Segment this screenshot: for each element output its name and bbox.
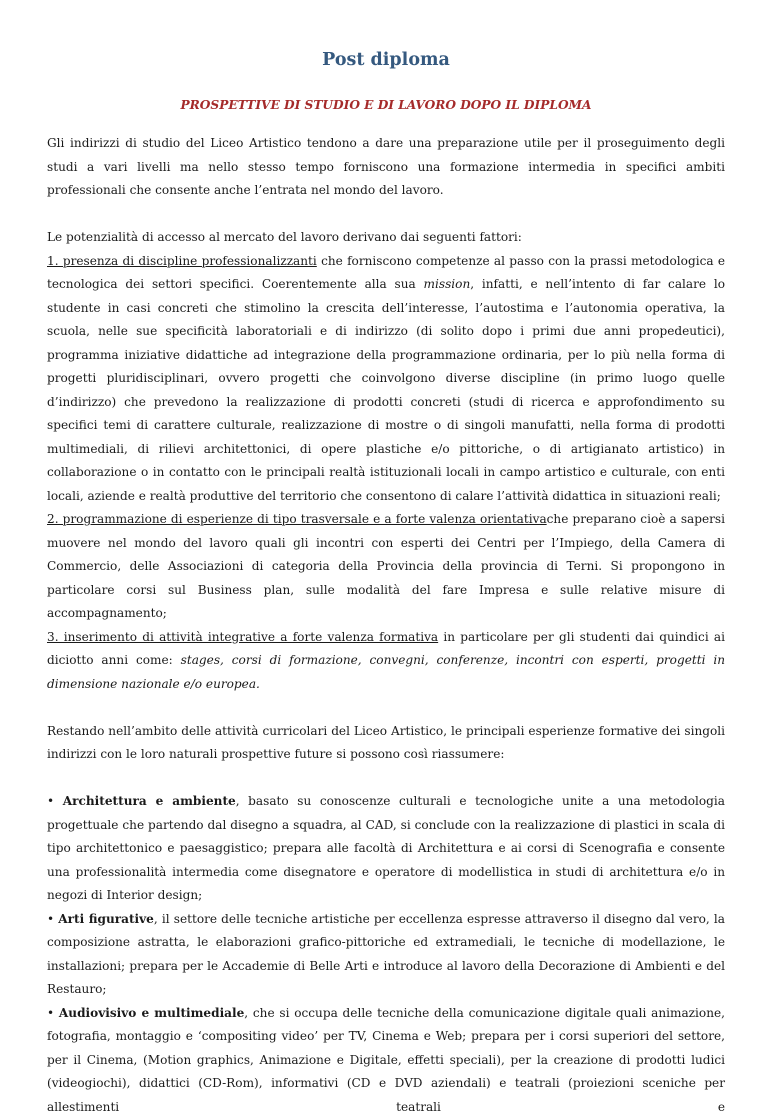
- factor-3: [47, 626, 725, 697]
- factor-1-text-b: , infatti, e nell’intento di far calare lo studente in casi concreti che stimolino la crescita dell’interesse, l’autostima e l’autonomia operativa, la scuola, nelle sue specificità laboratoriali e di indirizzo (di solito dopo i primi due anni propedeutici), programma iniziative didattiche ad integrazione della programmazione ordinaria, per lo più nella forma di progetti pluridisciplinari, ovvero progetti che coinvolgono diverse discipline (in primo luogo quelle d’indirizzo) che prevedono la realizzazione di prodotti concreti (studi di ricerca e approfondimento su specifici temi di carattere culturale, realizzazione di mostre o di singoli manufatti, nella forma di prodotti multimediali, di rilievi architettonici, di opere plastiche e/o pittoriche, o di artigianato artistico) in collaborazione o in contatto con le principali realtà istituzionali locali in campo artistico e culturale, con enti locali, aziende e realtà produttive del territorio che consentono di calare l’attività didattica in situazioni reali;: [47, 277, 725, 503]
- track-text: , il settore delle tecniche artistiche per eccellenza espresse attraverso il disegno dal vero, la composizione astratta, le elaborazioni grafico-pittoriche ed extramediali, le tecniche di modellazione, le installazioni; prepara per le Accademie di Belle Arti e introduce al lavoro della Decorazione di Ambienti e del Restauro;: [47, 912, 725, 997]
- factor-2-text: che preparano cioè a sapersi muovere nel mondo del lavoro quali gli incontri con esperti dei Centri per l’Impiego, della Camera di Commercio, delle Associazioni di categoria della Provincia della provincia di Terni. Si propongono in particolare corsi sul Business plan, sulle modalità del fare Impresa e sulle relative misure di accompagnamento;: [47, 512, 725, 620]
- track-name: Architettura e ambiente: [63, 794, 236, 808]
- factor-3-list: stages, corsi di formazione, convegni, conferenze, incontri con esperti, progetti in dimensione nazionale e/o europea.: [47, 653, 725, 691]
- track-item: [47, 1002, 725, 1119]
- factor-2: [47, 508, 725, 626]
- track-text: , che si occupa delle tecniche della comunicazione digitale quali animazione, fotografia, montaggio e ‘compositing video’ per TV, Cinema e Web; prepara per i corsi superiori del settore, per il Cinema, (Motion graphics, Animazione e Digitale, effetti speciali), per la creazione di prodotti ludici (videogiochi), didattici (CD-Rom), informativi (CD e DVD aziendali) e teatrali (proiezioni sceniche per allestimenti teatrali e: [47, 1006, 725, 1114]
- track-text: , basato su conoscenze culturali e tecnologiche unite a una metodologia progettuale che partendo dal disegno a squadra, al CAD, si conclude con la realizzazione di plastici in scala di tipo architettonico e paesaggistico; prepara alle facoltà di Architettura e ai corsi di Scenografia e consente una professionalità intermedia come disegnatore e operatore di modellistica in studi di architettura e/o in negozi di Interior design;: [47, 794, 725, 902]
- bullet-mark: •: [47, 1006, 54, 1020]
- track-item: [47, 790, 725, 908]
- bullet-mark: •: [47, 912, 54, 926]
- factor-1-title: 1. presenza di discipline professionalizzanti: [47, 254, 317, 268]
- track-name: Arti figurative: [58, 912, 154, 926]
- factor-1-text-a: che forniscono competenze al passo con la prassi metodologica e tecnologica dei settori specifici. Coerentemente alla sua: [47, 254, 725, 292]
- page-subtitle: PROSPETTIVE DI STUDIO E DI LAVORO DOPO IL DIPLOMA: [47, 97, 725, 113]
- factor-1: [47, 250, 725, 509]
- factor-1-mission: mission: [424, 277, 471, 291]
- page-title: Post diploma: [47, 0, 725, 70]
- factor-3-text: in particolare per gli studenti dai quindici ai diciotto anni come:: [47, 630, 725, 668]
- factors-lead: Le potenzialità di accesso al mercato del lavoro derivano dai seguenti fattori:: [47, 226, 725, 250]
- track-name: Audiovisivo e multimediale: [59, 1006, 244, 1020]
- track-item: [47, 908, 725, 1002]
- factor-3-title: 3. inserimento di attività integrative a forte valenza formativa: [47, 630, 438, 644]
- intro-paragraph: Gli indirizzi di studio del Liceo Artistico tendono a dare una preparazione utile per il proseguimento degli studi a vari livelli ma nello stesso tempo forniscono una formazione intermedia in specifici ambiti professionali che consente anche l’entrata nel mondo del lavoro.: [47, 132, 725, 203]
- factor-2-title: 2. programmazione di esperienze di tipo trasversale e a forte valenza orientativa: [47, 512, 547, 526]
- summary-paragraph: Restando nell’ambito delle attività curricolari del Liceo Artistico, le principali esperienze formative dei singoli indirizzi con le loro naturali prospettive future si possono così riassumere:: [47, 720, 725, 767]
- bullet-mark: •: [47, 794, 54, 808]
